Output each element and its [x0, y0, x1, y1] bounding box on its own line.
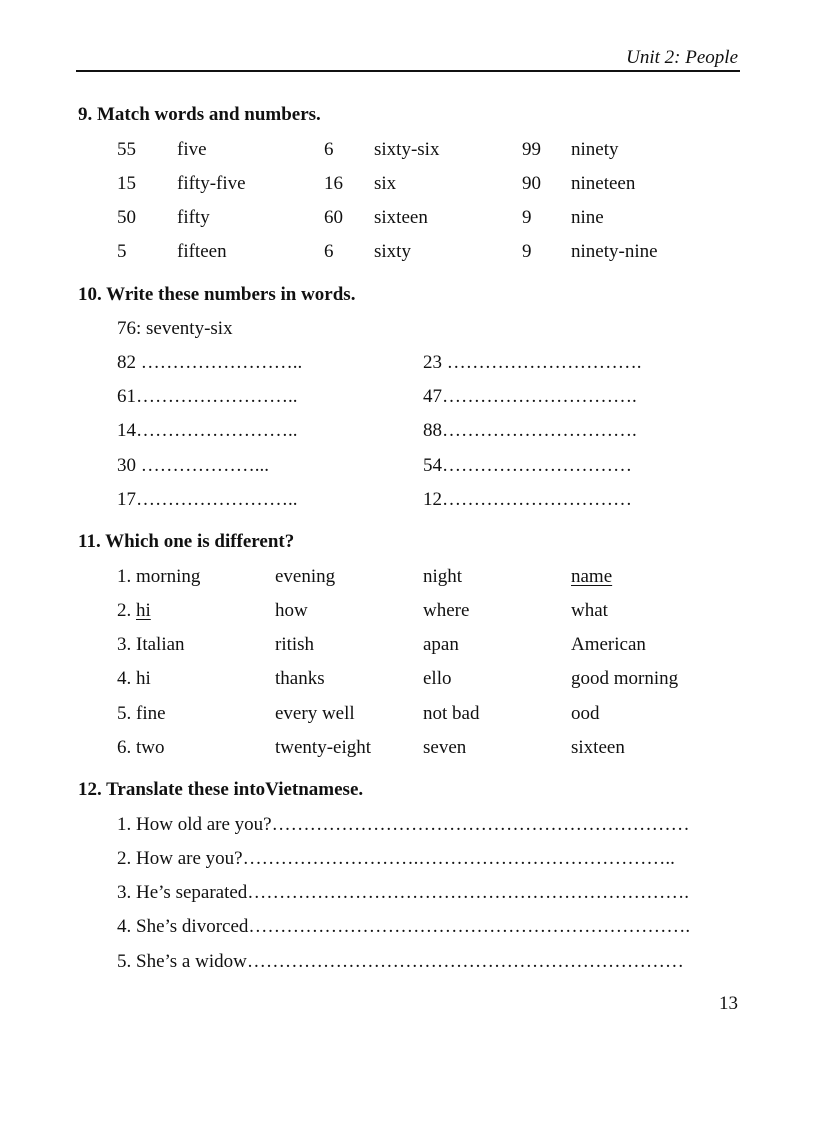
exercise-12-heading: 12. Translate these intoVietnamese.: [78, 779, 364, 800]
ex10-item: 17……………………..: [117, 489, 298, 510]
ex11-word: ood: [571, 703, 600, 724]
ex11-word: good morning: [571, 668, 679, 689]
ex11-word: apan: [423, 634, 459, 655]
ex11-word: where: [423, 600, 470, 621]
ex11-word: not bad: [423, 703, 480, 724]
ex11-word: American: [571, 634, 646, 655]
ex9-number: 6: [324, 139, 334, 160]
ex11-word: morning: [136, 566, 201, 587]
ex9-word: six: [374, 173, 397, 194]
ex9-number: 60: [324, 207, 343, 228]
ex10-item: 30 ………………...: [117, 455, 269, 476]
ex10-item: 23 ………………………….: [423, 352, 642, 373]
ex9-number: 55: [117, 139, 136, 160]
ex11-word: thanks: [275, 668, 325, 689]
exercise-10-heading: 10. Write these numbers in words.: [78, 284, 356, 305]
header-rule: [76, 70, 740, 72]
ex10-item: 47………………………….: [423, 386, 637, 407]
ex9-word: sixty: [374, 241, 411, 262]
ex11-word: what: [571, 600, 608, 621]
ex11-word: evening: [275, 566, 336, 587]
ex11-word: night: [423, 566, 463, 587]
ex11-word: Italian: [136, 634, 185, 655]
ex11-word: ello: [423, 668, 452, 689]
ex11-word: every well: [275, 703, 355, 724]
ex9-word: nineteen: [571, 173, 636, 194]
ex9-number: 50: [117, 207, 136, 228]
ex11-item: [117, 566, 200, 588]
ex10-item: 88………………………….: [423, 420, 637, 441]
ex9-word: ninety-nine: [571, 241, 658, 262]
ex10-item: 14……………………..: [117, 420, 298, 441]
ex9-word: ninety: [571, 139, 619, 160]
ex11-number: 3.: [117, 634, 132, 655]
exercise-11-heading: 11. Which one is different?: [78, 531, 295, 552]
ex9-number: 9: [522, 207, 532, 228]
ex10-example: 76: seventy-six: [117, 318, 233, 339]
ex10-item: 12…………………………: [423, 489, 632, 510]
ex11-item: [117, 668, 151, 690]
ex11-word: twenty-eight: [275, 737, 372, 758]
ex10-item: 54…………………………: [423, 455, 632, 476]
ex9-number: 9: [522, 241, 532, 262]
ex9-number: 90: [522, 173, 541, 194]
ex11-word: ritish: [275, 634, 315, 655]
ex11-item: [117, 703, 166, 725]
exercise-9-heading: 9. Match words and numbers.: [78, 104, 321, 125]
ex9-number: 16: [324, 173, 343, 194]
ex9-word: fifty-five: [177, 173, 246, 194]
ex11-word: sixteen: [571, 737, 625, 758]
ex11-number: 6.: [117, 737, 132, 758]
ex11-item: [117, 634, 185, 656]
ex11-item: [117, 737, 165, 759]
ex11-number: 2.: [117, 600, 132, 621]
ex12-item: 3. He’s separated…………………………………………………………….: [117, 882, 690, 903]
ex11-number: 1.: [117, 566, 132, 587]
ex12-item: 4. She’s divorced…………………………………………………………….: [117, 916, 691, 937]
ex11-number: 4.: [117, 668, 132, 689]
ex11-word: hi: [136, 668, 151, 689]
ex10-item: 82 ……………………..: [117, 352, 303, 373]
unit-header: Unit 2: People: [626, 47, 738, 68]
ex9-word: fifteen: [177, 241, 227, 262]
ex11-number: 5.: [117, 703, 132, 724]
ex11-word: two: [136, 737, 165, 758]
ex12-item: 5. She’s a widow……………………………………………………………: [117, 951, 684, 972]
ex11-word: seven: [423, 737, 467, 758]
ex9-number: 6: [324, 241, 334, 262]
ex9-word: nine: [571, 207, 604, 228]
ex9-word: sixty-six: [374, 139, 440, 160]
ex11-answer-underlined: hi: [136, 600, 151, 621]
ex12-item: 2. How are you?……………………….…………………………………..: [117, 848, 675, 869]
ex9-number: 5: [117, 241, 127, 262]
ex12-item: 1. How old are you?…………………………………………………………: [117, 814, 690, 835]
ex9-number: 99: [522, 139, 541, 160]
page-number: 13: [719, 993, 738, 1014]
ex9-word: five: [177, 139, 207, 160]
ex11-word: how: [275, 600, 308, 621]
ex11-item: [117, 600, 151, 622]
ex9-word: fifty: [177, 207, 210, 228]
ex10-item: 61……………………..: [117, 386, 298, 407]
ex11-answer-underlined: name: [571, 566, 613, 587]
ex9-number: 15: [117, 173, 136, 194]
ex11-word: fine: [136, 703, 166, 724]
ex9-word: sixteen: [374, 207, 428, 228]
